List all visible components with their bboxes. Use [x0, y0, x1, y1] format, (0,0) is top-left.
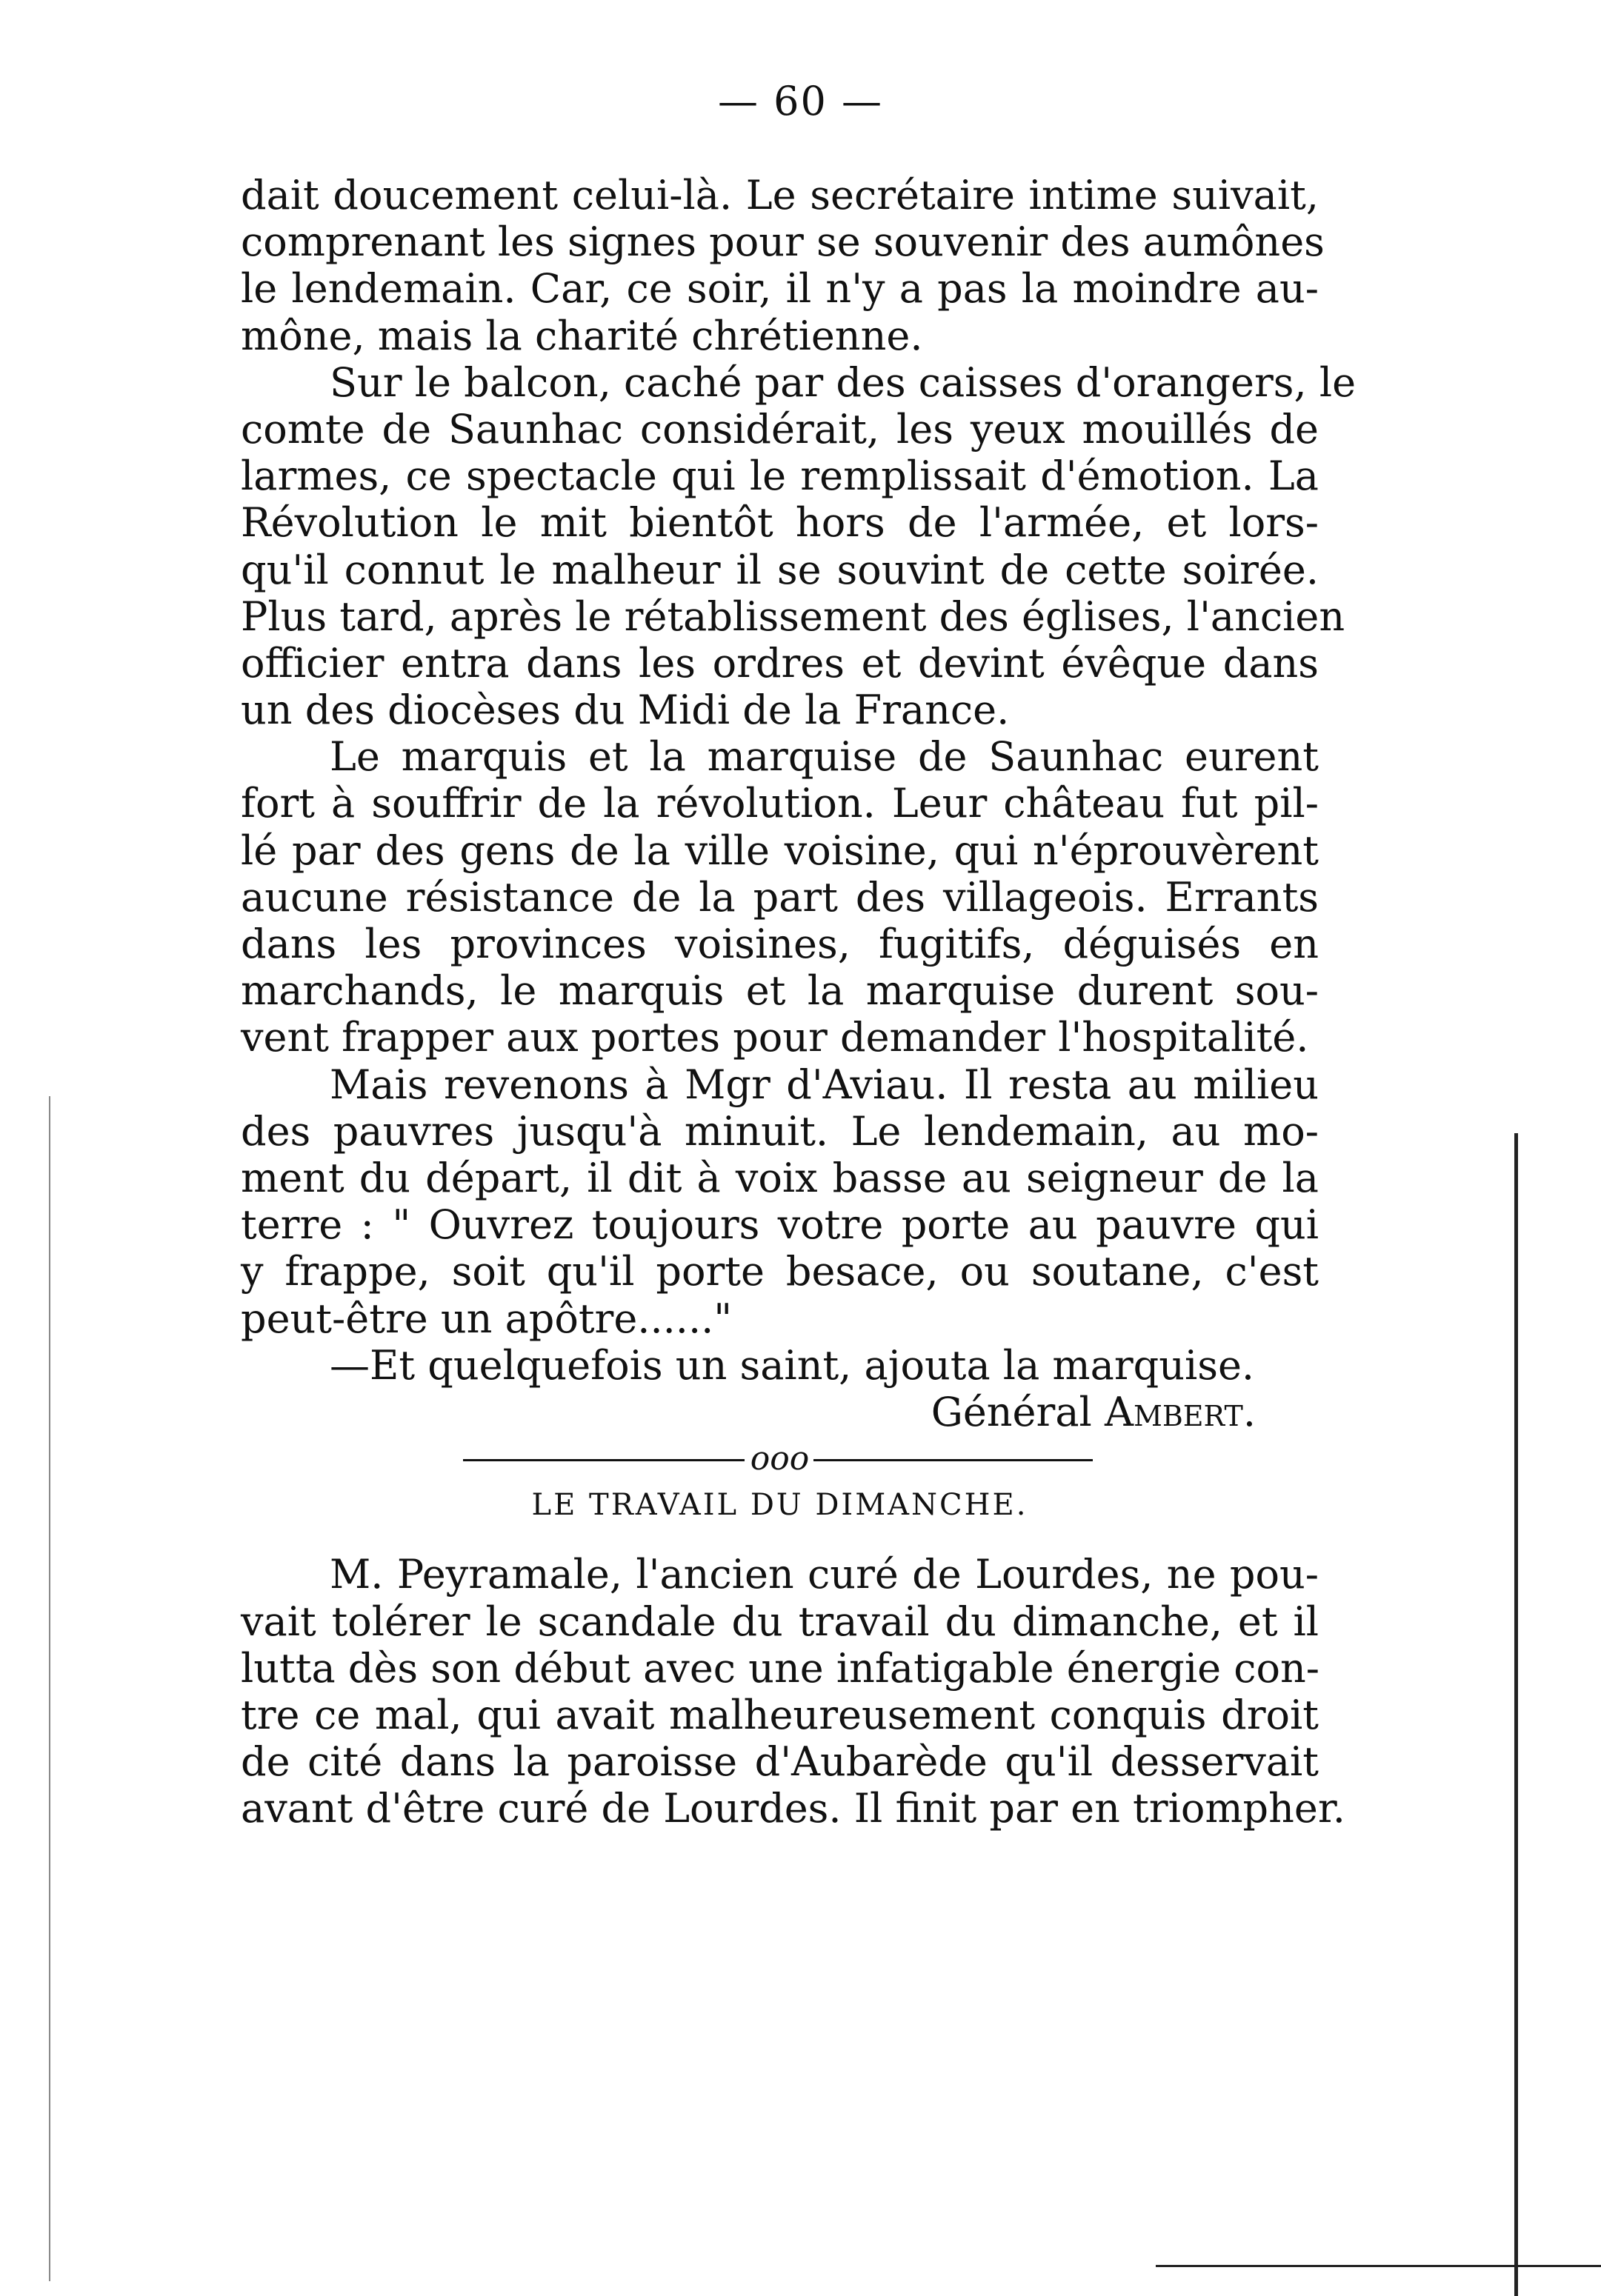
text-line: qu'il connut le malheur il se souvint de cette soirée.: [241, 546, 1319, 593]
scan-edge-line-right: [1514, 1133, 1518, 2296]
signature-prefix: Général: [931, 1388, 1092, 1435]
text-line: Le marquis et la marquise de Saunhac eurent: [330, 733, 1319, 781]
paragraph-5: [241, 1551, 1345, 1832]
text-line: vait tolérer le scandale du travail du dimanche, et il: [241, 1598, 1319, 1645]
text-line: de cité dans la paroisse d'Aubarède qu'il desservait: [241, 1738, 1319, 1786]
scan-edge-line-left: [49, 1096, 50, 2281]
section-divider: [241, 1435, 1319, 1482]
text-line: dait doucement celui-là. Le secrétaire intime suivait,: [241, 172, 1319, 218]
text-line: Plus tard, après le rétablissement des églises, l'ancien: [241, 593, 1345, 640]
text-line: lutta dès son début avec une infatigable énergie con-: [241, 1644, 1320, 1692]
signature-name: Ambert.: [1104, 1388, 1256, 1435]
text-line: des pauvres jusqu'à minuit. Le lendemain, au mo-: [241, 1107, 1319, 1155]
text-line: ment du départ, il dit à voix basse au seigneur de la: [241, 1154, 1319, 1201]
text-line: marchands, le marquis et la marquise durent sou-: [241, 967, 1319, 1015]
paragraph-3: [241, 733, 1319, 1061]
scan-edge-line-bottom: [1156, 2265, 1601, 2267]
divider-ornament: ooo: [746, 1440, 813, 1478]
text-line: fort à souffrir de la révolution. Leur château fut pil-: [241, 780, 1319, 827]
text-line: lé par des gens de la ville voisine, qui n'éprouvèrent: [241, 827, 1319, 874]
paragraph-2: [241, 358, 1357, 734]
text-line: Révolution le mit bientôt hors de l'armée, et lors-: [241, 499, 1319, 547]
text-line: tre ce mal, qui avait malheureusement conquis droit: [241, 1692, 1319, 1738]
paragraph-1: [241, 172, 1325, 359]
text-line: avant d'être curé de Lourdes. Il finit par en triompher.: [241, 1785, 1345, 1832]
signature: [241, 1389, 1319, 1435]
text-line: comte de Saunhac considérait, les yeux mouillés de: [241, 405, 1319, 453]
section-heading: LE TRAVAIL DU DIMANCHE.: [531, 1488, 1028, 1523]
text-line: le lendemain. Car, ce soir, il n'y a pas la moindre au-: [241, 265, 1319, 313]
dialogue-line: —Et quelquefois un saint, ajouta la marquise.: [330, 1341, 1255, 1389]
text-line: comprenant les signes pour se souvenir des aumônes: [241, 218, 1325, 266]
text-line: Sur le balcon, caché par des caisses d'orangers, le: [330, 358, 1357, 406]
text-line: mône, mais la charité chrétienne.: [241, 312, 923, 359]
text-line: un des diocèses du Midi de la France.: [241, 687, 1010, 734]
text-line: terre : " Ouvrez toujours votre porte au pauvre qui: [241, 1201, 1319, 1249]
text-line: peut-être un apôtre......": [241, 1295, 733, 1342]
text-line: y frappe, soit qu'il porte besace, ou soutane, c'est: [241, 1248, 1319, 1295]
divider-rule-right: [811, 1459, 1093, 1461]
text-line: vent frapper aux portes pour demander l'hospitalité.: [241, 1014, 1309, 1061]
paragraph-4: [241, 1061, 1319, 1342]
body-text: [241, 172, 1357, 1832]
text-line: Mais revenons à Mgr d'Aviau. Il resta au milieu: [330, 1061, 1319, 1108]
divider-rule-left: [463, 1459, 745, 1461]
heading-spacer: [241, 1529, 1319, 1551]
text-line: officier entra dans les ordres et devint évêque dans: [241, 639, 1319, 687]
text-line: aucune résistance de la part des villageois. Errants: [241, 873, 1319, 921]
text-line: M. Peyramale, l'ancien curé de Lourdes, ne pou-: [330, 1551, 1319, 1598]
text-line: dans les provinces voisines, fugitifs, déguisés en: [241, 921, 1319, 967]
text-line: larmes, ce spectacle qui le remplissait d'émotion. La: [241, 453, 1319, 500]
page-number: — 60 —: [717, 78, 884, 124]
